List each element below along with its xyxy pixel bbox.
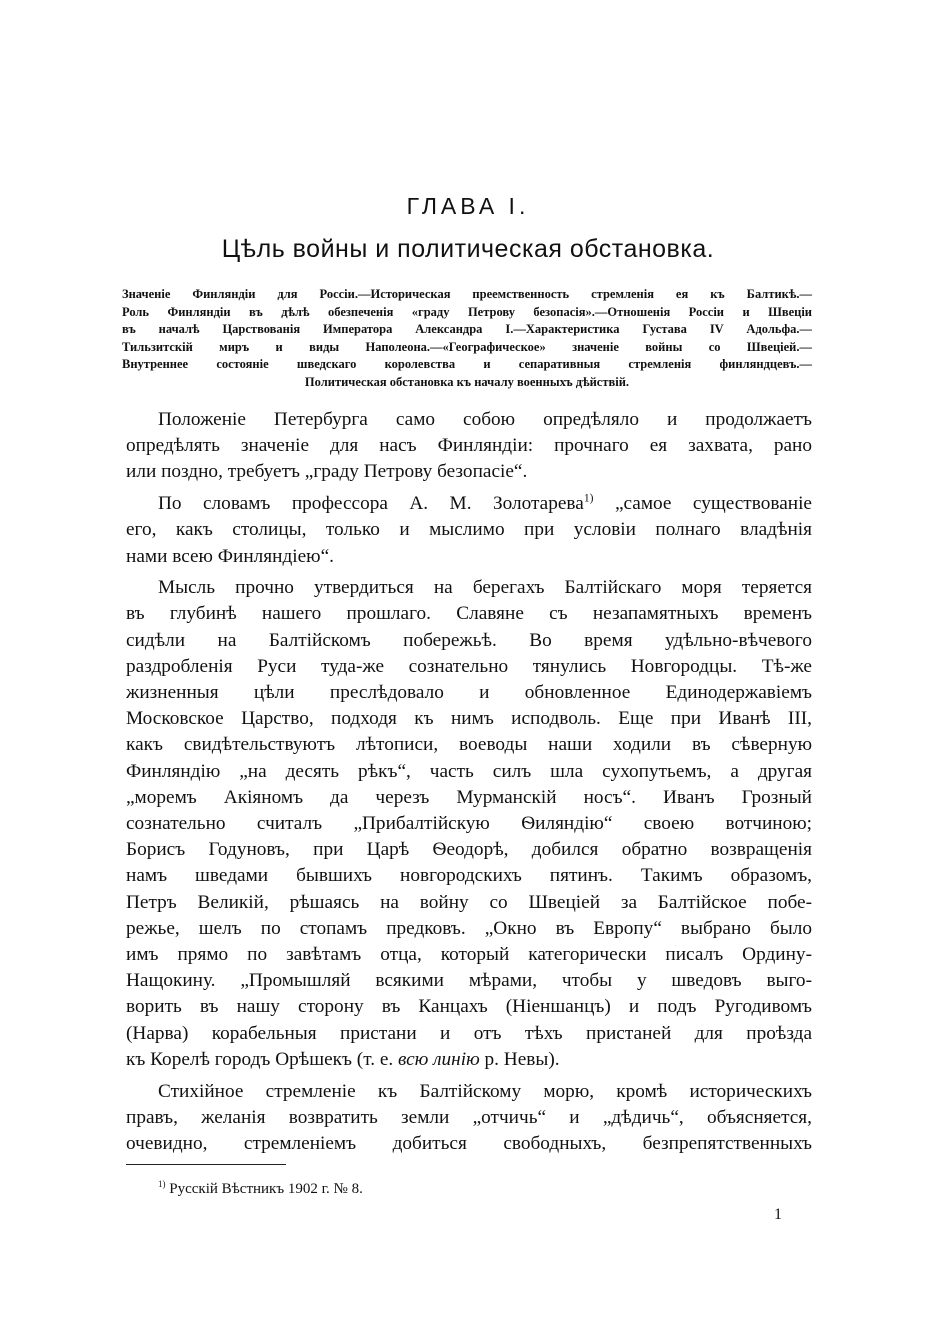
footnote-marker: 1) [158, 1179, 166, 1189]
text-line: раздробленія Руси туда-же сознательно тянулись Новгородцы. Тѣ-же [126, 655, 812, 677]
summary-line: Внутреннее состояніе шведскаго королевства и сепаративныя стремленія финляндцевъ.— [122, 357, 812, 371]
text-line: „моремъ Акіяномъ да черезъ Мурманскій носъ“. Иванъ Грозный [126, 786, 812, 808]
text-line: какъ свидѣтельствуютъ лѣтописи, воеводы наши ходили въ сѣверную [126, 734, 812, 756]
paragraph-3 [126, 575, 812, 1073]
text-line: режье, шелъ по стопамъ предковъ. „Окно въ Европу“ выбрано было [126, 917, 812, 939]
footnote-divider [126, 1164, 286, 1165]
text-fragment: По словамъ профессора А. М. Золотарева [158, 493, 584, 515]
text-line: намъ шведами бывшихъ новгородскихъ пятинъ. Такимъ образомъ, [126, 865, 812, 887]
text-line: Финляндію „на десять рѣкъ“, часть силъ шла сухопутьемъ, а другая [126, 760, 812, 782]
summary-line: Роль Финляндіи въ дѣлѣ обезпеченія «граду Петрову безопасія».—Отношенія Россіи и Швеціи [122, 304, 812, 319]
page-number: 1 [774, 1206, 782, 1223]
chapter-summary [122, 286, 812, 391]
text-line: очевидно, стремленіемъ добиться свободныхъ, безпрепятственныхъ [126, 1132, 812, 1154]
footnote-text: Русскій Вѣстникъ 1902 г. № 8. [165, 1181, 363, 1197]
summary-line: Тильзитскій миръ и виды Наполеона.—«Географическое» значеніе войны со Швеціей.— [122, 339, 812, 354]
text-line [126, 1047, 812, 1073]
text-fragment: „самое существованіе [593, 493, 812, 515]
text-line: Борисъ Годуновъ, при Царѣ Ѳеодорѣ, добился обратно возвращенія [126, 839, 812, 861]
text-line: сидѣли на Балтійскомъ побережьѣ. Во время удѣльно-вѣчевого [126, 629, 812, 651]
summary-line: Политическая обстановка къ началу военныхъ дѣйствій. [304, 374, 630, 389]
paragraph-2 [126, 491, 812, 570]
summary-line: въ началѣ Царствованія Императора Александра I.—Характеристика Густава IV Адольфа.— [122, 322, 812, 336]
text-line [126, 491, 812, 517]
summary-line: Значеніе Финляндіи для Россіи.—Историческая преемственность стремленія ея къ Балтикѣ.— [122, 287, 812, 301]
footnote [158, 1181, 363, 1198]
text-line: нами всею Финляндіею“. [126, 545, 334, 567]
italic-fragment: всю линію [398, 1048, 480, 1070]
text-line: сознательно считалъ „Прибалтійскую Ѳиляндію“ своею вотчиною; [126, 813, 812, 835]
text-line: Стихійное стремленіе къ Балтійскому морю, кромѣ историческихъ [158, 1080, 812, 1102]
footnote-reference: 1) [583, 491, 594, 505]
paragraph-1 [126, 407, 812, 486]
text-line: Положеніе Петербурга само собою опредѣляло и продолжаетъ [158, 409, 812, 430]
paragraph-4 [126, 1079, 812, 1158]
text-line: въ глубинѣ нашего прошлаго. Славяне съ незапамятныхъ временъ [126, 603, 812, 625]
text-line: жизненныя цѣли преслѣдовало и обновленное Единодержавіемъ [126, 682, 812, 704]
text-line: его, какъ столицы, только и мыслимо при условіи полнаго владѣнія [126, 519, 812, 541]
text-line: Московское Царство, подходя къ нимъ исподволь. Еще при Иванѣ III, [126, 708, 812, 730]
text-line: опредѣлять значеніе для насъ Финляндіи: прочнаго ея захвата, рано [126, 435, 812, 457]
text-line: ворить въ нашу сторону въ Канцахъ (Ніеншанцъ) и подъ Ругодивомъ [126, 996, 812, 1018]
text-fragment: р. Невы). [479, 1048, 560, 1070]
text-line: Мысль прочно утвердиться на берегахъ Балтійскаго моря теряется [158, 577, 812, 599]
text-line: правъ, желанія возвратить земли „отчичь“ и „дѣдичь“, объясняется, [126, 1106, 812, 1128]
text-line: Нащокину. „Промышляй всякими мѣрами, чтобы у шведовъ выго- [126, 970, 812, 992]
text-line: (Нарва) корабельныя пристани и отъ тѣхъ пристаней для проѣзда [126, 1022, 812, 1044]
text-line: или поздно, требуетъ „граду Петрову безопасіе“. [126, 461, 528, 483]
text-fragment: къ Корелѣ городъ Орѣшекъ (т. е. [126, 1048, 399, 1070]
text-line: имъ прямо по завѣтамъ отца, который категорически писалъ Ордину- [126, 944, 812, 966]
text-line: Петръ Великій, рѣшаясь на войну со Швеціей за Балтійское побе- [126, 891, 812, 913]
body-text [126, 407, 812, 1157]
chapter-label: ГЛАВА I. [406, 193, 530, 219]
chapter-title: Цѣль войны и политическая обстановка. [221, 235, 715, 263]
